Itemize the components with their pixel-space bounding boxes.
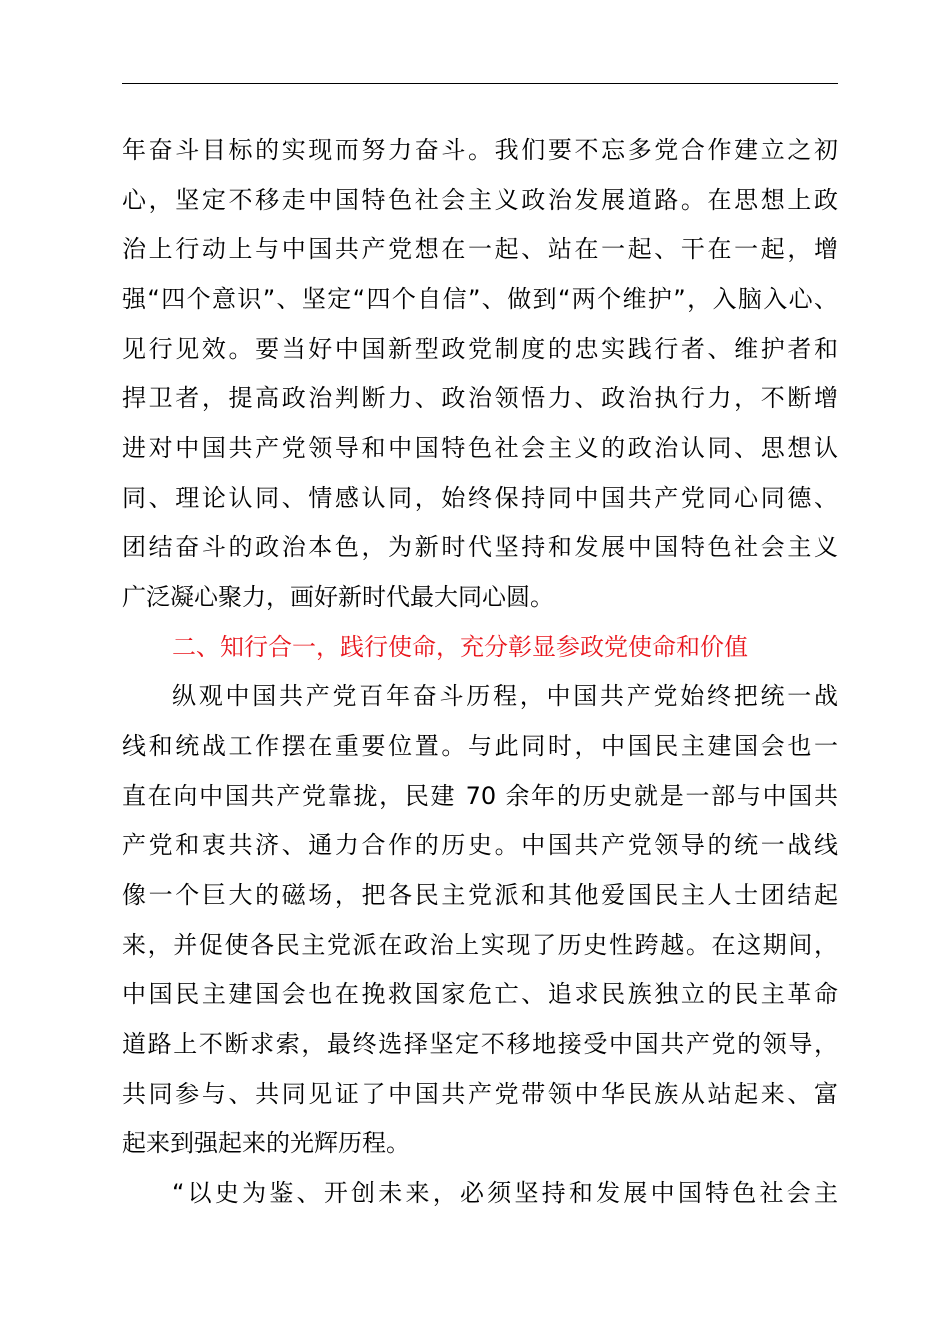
paragraph1-line: 心，坚定不移走中国特色社会主义政治发展道路。在思想上政	[122, 186, 838, 214]
paragraph2-line: 直在向中国共产党靠拢，民建 70 余年的历史就是一部与中国共	[122, 782, 838, 810]
paragraph2-line: 线和统战工作摆在重要位置。与此同时，中国民主建国会也一	[122, 732, 838, 760]
paragraph1-line: 见行见效。要当好中国新型政党制度的忠实践行者、维护者和	[122, 335, 838, 363]
paragraph2-line: 共同参与、共同见证了中国共产党带领中华民族从站起来、富	[122, 1080, 838, 1108]
section-heading: 二、知行合一，践行使命，充分彰显参政党使命和价值	[172, 633, 748, 661]
paragraph1-line: 广泛凝心聚力，画好新时代最大同心圆。	[122, 583, 554, 611]
paragraph1-line: 进对中国共产党领导和中国特色社会主义的政治认同、思想认	[122, 434, 838, 462]
paragraph2-line: 像一个巨大的磁场，把各民主党派和其他爱国民主人士团结起	[122, 881, 838, 909]
paragraph2-line: 产党和衷共济、通力合作的历史。中国共产党领导的统一战线	[122, 831, 838, 859]
paragraph1-line: 捍卫者，提高政治判断力、政治领悟力、政治执行力，不断增	[122, 384, 838, 412]
paragraph2-line: 来，并促使各民主党派在政治上实现了历史性跨越。在这期间，	[122, 931, 838, 959]
paragraph1-line: 强“四个意识”、坚定“四个自信”、做到“两个维护”，入脑入心、	[122, 285, 838, 313]
paragraph2-line: 起来到强起来的光辉历程。	[122, 1129, 410, 1157]
header-rule	[122, 83, 838, 84]
paragraph2-line: 道路上不断求索，最终选择坚定不移地接受中国共产党的领导，	[122, 1030, 838, 1058]
paragraph2-line: 中国民主建国会也在挽救国家危亡、追求民族独立的民主革命	[122, 980, 838, 1008]
paragraph1-line: 治上行动上与中国共产党想在一起、站在一起、干在一起，增	[122, 235, 838, 263]
paragraph2-line: 纵观中国共产党百年奋斗历程，中国共产党始终把统一战	[172, 682, 838, 710]
paragraph1-line: 年奋斗目标的实现而努力奋斗。我们要不忘多党合作建立之初	[122, 136, 838, 164]
paragraph3-line: “以史为鉴、开创未来，必须坚持和发展中国特色社会主	[172, 1179, 838, 1207]
paragraph1-line: 同、理论认同、情感认同，始终保持同中国共产党同心同德、	[122, 484, 838, 512]
paragraph1-line: 团结奋斗的政治本色，为新时代坚持和发展中国特色社会主义	[122, 533, 838, 561]
